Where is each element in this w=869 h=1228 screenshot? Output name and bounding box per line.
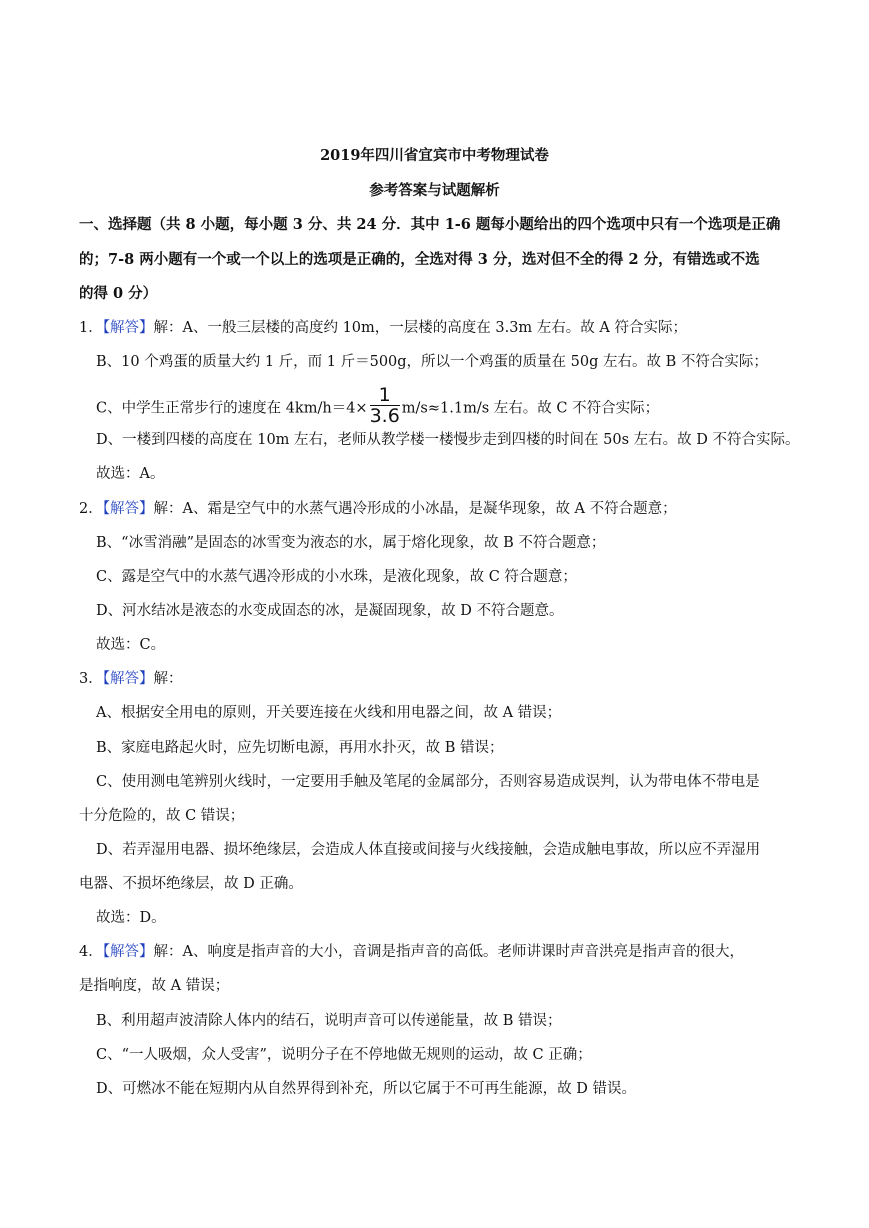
q4-option-b: B、利用超声波清除人体内的结石，说明声音可以传递能量，故 B 错误； bbox=[96, 1013, 562, 1029]
q2-option-c: C、露是空气中的水蒸气遇冷形成的小水珠，是液化现象，故 C 符合题意； bbox=[96, 569, 577, 585]
q2-selection: 故选：C。 bbox=[96, 637, 166, 653]
q2-first-line bbox=[79, 499, 677, 519]
q1-number: 1． bbox=[79, 320, 103, 336]
q3-option-b: B、家庭电路起火时，应先切断电源，再用水扑灭，故 B 错误； bbox=[96, 740, 504, 756]
page-title: 2019年四川省宜宾市中考物理试卷 bbox=[320, 147, 549, 164]
q1-option-d: D、一楼到四楼的高度在 10m 左右，老师从教学楼一楼慢步走到四楼的时间在 50s 左右。故 D 不符合实际。 bbox=[96, 432, 800, 448]
section-heading-line-1: 一、选择题（共 8 小题，每小题 3 分、共 24 分．其中 1-6 题每小题给出的四个选项中只有一个选项是正确 bbox=[79, 216, 781, 233]
section-heading-line-2: 的；7-8 两小题有一个或一个以上的选项是正确的，全选对得 3 分，选对但不全的得 2 分，有错选或不选 bbox=[79, 251, 760, 268]
q1-option-b: B、10 个鸡蛋的质量大约 1 斤，而 1 斤＝500g，所以一个鸡蛋的质量在 50g 左右。故 B 不符合实际； bbox=[96, 354, 768, 370]
q1-fraction-denominator: 3.6 bbox=[369, 405, 400, 427]
q1-first-line bbox=[79, 318, 687, 338]
q4-first-line bbox=[79, 942, 744, 962]
q2-number: 2． bbox=[79, 501, 103, 517]
q2-answer-tag: 【解答】 bbox=[102, 501, 154, 517]
q3-answer-tag: 【解答】 bbox=[102, 671, 154, 687]
q1-fraction bbox=[370, 385, 400, 426]
q1-option-c-suffix: m/s≈1.1m/s 左右。故 C 不符合实际； bbox=[401, 400, 660, 417]
page-subtitle: 参考答案与试题解析 bbox=[369, 182, 500, 199]
q4-option-a-line-2: 是指响度，故 A 错误； bbox=[79, 978, 230, 994]
q4-number: 4． bbox=[79, 944, 103, 960]
q1-selection: 故选：A。 bbox=[96, 466, 165, 482]
q2-option-b: B、“冰雪消融”是固态的冰雪变为液态的水，属于熔化现象，故 B 不符合题意； bbox=[96, 535, 606, 551]
q4-answer-tag: 【解答】 bbox=[102, 944, 154, 960]
q3-option-c-line-2: 十分危险的，故 C 错误； bbox=[79, 808, 245, 824]
q2-option-a: 解：A、霜是空气中的水蒸气遇冷形成的小冰晶，是凝华现象，故 A 不符合题意； bbox=[153, 501, 677, 517]
q1-answer-tag: 【解答】 bbox=[102, 320, 154, 336]
q1-option-a: 解：A、一般三层楼的高度约 10m，一层楼的高度在 3.3m 左右。故 A 符合实际； bbox=[153, 320, 687, 336]
q3-selection: 故选：D。 bbox=[96, 910, 166, 926]
q4-option-c: C、“一人吸烟，众人受害”，说明分子在不停地做无规则的运动，故 C 正确； bbox=[96, 1047, 592, 1063]
q1-fraction-numerator: 1 bbox=[378, 384, 391, 406]
q4-option-d: D、可燃冰不能在短期内从自然界得到补充，所以它属于不可再生能源，故 D 错误。 bbox=[96, 1081, 636, 1097]
q4-option-a-line-1: 解：A、响度是指声音的大小，音调是指声音的高低。老师讲课时声音洪亮是指声音的很大， bbox=[153, 944, 744, 960]
q3-option-a: A、根据安全用电的原则，开关要连接在火线和用电器之间，故 A 错误； bbox=[96, 705, 562, 721]
q3-option-d-line-2: 电器、不损坏绝缘层，故 D 正确。 bbox=[79, 876, 303, 892]
q3-number: 3． bbox=[79, 671, 103, 687]
q3-head: 解： bbox=[153, 671, 183, 687]
q3-option-c-line-1: C、使用测电笔辨别火线时，一定要用手触及笔尾的金属部分，否则容易造成误判，认为带电体不带电是 bbox=[96, 774, 760, 790]
q3-option-d-line-1: D、若弄湿用电器、损坏绝缘层，会造成人体直接或间接与火线接触，会造成触电事故，所以应不弄湿用 bbox=[96, 842, 761, 858]
section-heading-line-3: 的得 0 分） bbox=[79, 285, 158, 302]
q1-option-c-prefix: C、中学生正常步行的速度在 4km/h＝4× bbox=[96, 400, 368, 417]
q2-option-d: D、河水结冰是液态的水变成固态的冰，是凝固现象，故 D 不符合题意。 bbox=[96, 603, 564, 619]
q3-first-line bbox=[79, 669, 182, 689]
q1-option-c bbox=[96, 384, 660, 427]
